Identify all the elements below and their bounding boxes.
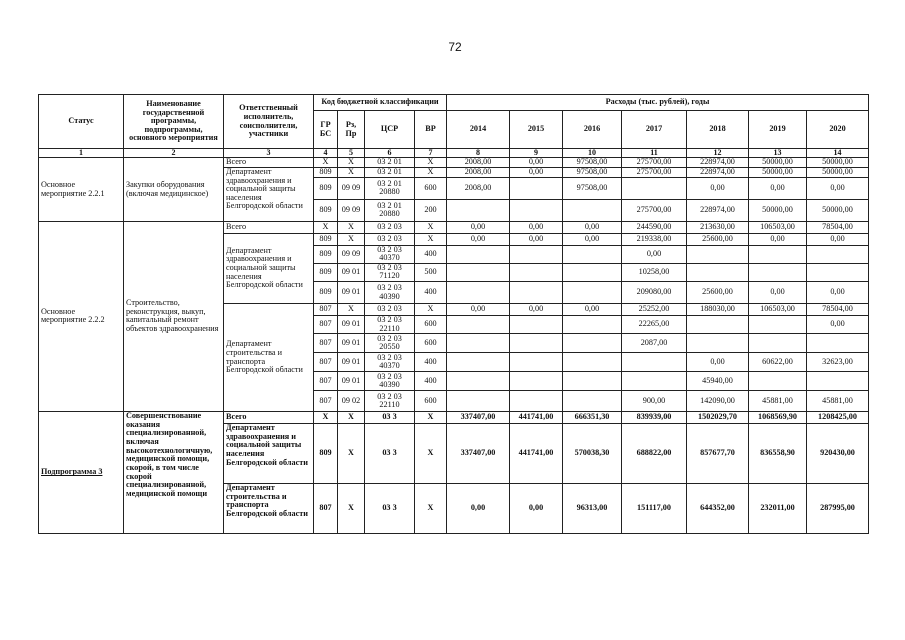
csr-cell: 03 2 01 20880 [365, 199, 415, 221]
rzpr-cell: 09 09 [338, 177, 365, 199]
rzpr-cell: Х [338, 221, 365, 233]
amount-cell [749, 263, 807, 281]
vr-cell: Х [415, 168, 447, 178]
amount-cell: 0,00 [510, 233, 563, 245]
amount-cell: 32623,00 [807, 353, 869, 372]
amount-cell: 25600,00 [687, 233, 749, 245]
index-cell: 12 [687, 149, 749, 158]
csr-cell: 03 2 01 [365, 158, 415, 168]
amount-cell [510, 391, 563, 412]
amount-cell: 50000,00 [807, 158, 869, 168]
amount-cell: 666351,30 [563, 412, 622, 424]
amount-cell: 337407,00 [447, 412, 510, 424]
amount-cell: 0,00 [510, 168, 563, 178]
amount-cell [510, 353, 563, 372]
amount-cell: 2008,00 [447, 177, 510, 199]
vr-cell: 400 [415, 353, 447, 372]
amount-cell: 1208425,00 [807, 412, 869, 424]
amount-cell: 97508,00 [563, 168, 622, 178]
amount-cell [447, 199, 510, 221]
amount-cell: 570038,30 [563, 424, 622, 484]
header-year: 2018 [687, 111, 749, 149]
amount-cell [563, 391, 622, 412]
csr-cell: 03 2 03 20550 [365, 334, 415, 353]
vr-cell: Х [415, 304, 447, 316]
vr-cell: Х [415, 158, 447, 168]
amount-cell [807, 334, 869, 353]
header-year: 2019 [749, 111, 807, 149]
vr-cell: 600 [415, 177, 447, 199]
amount-cell: 0,00 [510, 221, 563, 233]
vr-cell: 500 [415, 263, 447, 281]
table-row [39, 158, 869, 168]
amount-cell: 0,00 [447, 233, 510, 245]
amount-cell [447, 316, 510, 334]
csr-cell: 03 2 01 [365, 168, 415, 178]
amount-cell: 50000,00 [807, 199, 869, 221]
rzpr-cell: 09 01 [338, 334, 365, 353]
header-row [39, 95, 869, 111]
name-cell: Строительство, реконструкция, выкуп, капитальный ремонт объектов здравоохранения [124, 221, 224, 412]
amount-cell [510, 372, 563, 391]
amount-cell: 45881,00 [807, 391, 869, 412]
amount-cell: 275700,00 [622, 168, 687, 178]
grbs-cell: 807 [314, 372, 338, 391]
grbs-cell: 807 [314, 304, 338, 316]
name-cell: Закупки оборудования (включая медицинское) [124, 158, 224, 221]
amount-cell [687, 245, 749, 263]
grbs-cell: 809 [314, 177, 338, 199]
rzpr-cell: Х [338, 424, 365, 484]
csr-cell: 03 2 03 [365, 221, 415, 233]
amount-cell [749, 372, 807, 391]
grbs-cell: Х [314, 158, 338, 168]
amount-cell: 96313,00 [563, 484, 622, 534]
rzpr-cell: 09 01 [338, 263, 365, 281]
grbs-cell: 809 [314, 199, 338, 221]
index-cell: 14 [807, 149, 869, 158]
amount-cell: 2008,00 [447, 168, 510, 178]
amount-cell [807, 263, 869, 281]
amount-cell [563, 316, 622, 334]
amount-cell: 78504,00 [807, 221, 869, 233]
grbs-cell: 809 [314, 245, 338, 263]
index-cell: 1 [39, 149, 124, 158]
amount-cell: 50000,00 [749, 168, 807, 178]
vr-cell: Х [415, 221, 447, 233]
vr-cell: Х [415, 412, 447, 424]
header-expenses: Расходы (тыс. рублей), годы [447, 95, 869, 111]
vr-cell: Х [415, 484, 447, 534]
rzpr-cell: 09 01 [338, 282, 365, 304]
rzpr-cell: 09 01 [338, 372, 365, 391]
amount-cell: 688822,00 [622, 424, 687, 484]
amount-cell: 0,00 [807, 177, 869, 199]
header-status: Статус [39, 95, 124, 149]
grbs-cell: 807 [314, 334, 338, 353]
grbs-cell: 809 [314, 424, 338, 484]
amount-cell [447, 334, 510, 353]
executor-cell: Департамент здравоохранения и социальной защиты населения Белгородской области [224, 168, 314, 222]
amount-cell [510, 316, 563, 334]
csr-cell: 03 2 01 20880 [365, 177, 415, 199]
index-cell: 8 [447, 149, 510, 158]
executor-cell: Всего [224, 221, 314, 233]
amount-cell: 50000,00 [749, 199, 807, 221]
amount-cell: 0,00 [749, 177, 807, 199]
amount-cell: 441741,00 [510, 412, 563, 424]
amount-cell: 244590,00 [622, 221, 687, 233]
rzpr-cell: Х [338, 168, 365, 178]
amount-cell: 275700,00 [622, 158, 687, 168]
rzpr-cell: Х [338, 304, 365, 316]
index-cell: 11 [622, 149, 687, 158]
amount-cell: 0,00 [447, 304, 510, 316]
csr-cell: 03 2 03 [365, 233, 415, 245]
amount-cell: 10258,00 [622, 263, 687, 281]
amount-cell [563, 199, 622, 221]
grbs-cell: 809 [314, 233, 338, 245]
amount-cell [510, 334, 563, 353]
amount-cell: 2087,00 [622, 334, 687, 353]
amount-cell: 22265,00 [622, 316, 687, 334]
table-row [39, 221, 869, 233]
amount-cell [447, 372, 510, 391]
amount-cell: 142090,00 [687, 391, 749, 412]
vr-cell: 200 [415, 199, 447, 221]
amount-cell [510, 282, 563, 304]
amount-cell: 50000,00 [807, 168, 869, 178]
amount-cell [749, 334, 807, 353]
amount-cell [687, 316, 749, 334]
status-cell: Основное мероприятие 2.2.1 [39, 158, 124, 221]
subprogram-title: Подпрограмма 3 [41, 467, 103, 477]
header-year: 2017 [622, 111, 687, 149]
amount-cell: 0,00 [447, 221, 510, 233]
amount-cell: 106503,00 [749, 221, 807, 233]
amount-cell: 0,00 [807, 233, 869, 245]
amount-cell: 151117,00 [622, 484, 687, 534]
header-year: 2016 [563, 111, 622, 149]
csr-cell: 03 2 03 71120 [365, 263, 415, 281]
amount-cell: 25600,00 [687, 282, 749, 304]
amount-cell [749, 316, 807, 334]
amount-cell [622, 353, 687, 372]
amount-cell: 45881,00 [749, 391, 807, 412]
amount-cell: 213630,00 [687, 221, 749, 233]
amount-cell: 0,00 [687, 177, 749, 199]
rzpr-cell: 09 09 [338, 199, 365, 221]
amount-cell [510, 199, 563, 221]
amount-cell: 50000,00 [749, 158, 807, 168]
amount-cell: 0,00 [447, 484, 510, 534]
amount-cell: 25252,00 [622, 304, 687, 316]
amount-cell: 287995,00 [807, 484, 869, 534]
amount-cell: 920430,00 [807, 424, 869, 484]
amount-cell: 2008,00 [447, 158, 510, 168]
grbs-cell: 807 [314, 484, 338, 534]
executor-cell: Всего [224, 158, 314, 168]
index-cell: 9 [510, 149, 563, 158]
grbs-cell: Х [314, 221, 338, 233]
amount-cell: 275700,00 [622, 199, 687, 221]
amount-cell: 228974,00 [687, 199, 749, 221]
csr-cell: 03 2 03 40390 [365, 372, 415, 391]
amount-cell: 0,00 [510, 484, 563, 534]
rzpr-cell: Х [338, 233, 365, 245]
rzpr-cell: 09 02 [338, 391, 365, 412]
amount-cell: 0,00 [510, 158, 563, 168]
amount-cell [622, 177, 687, 199]
index-cell: 13 [749, 149, 807, 158]
amount-cell: 900,00 [622, 391, 687, 412]
amount-cell [687, 263, 749, 281]
page-number: 72 [448, 40, 462, 54]
index-row [39, 149, 869, 158]
amount-cell [563, 263, 622, 281]
amount-cell: 0,00 [807, 282, 869, 304]
amount-cell: 78504,00 [807, 304, 869, 316]
csr-cell: 03 3 [365, 424, 415, 484]
amount-cell [563, 353, 622, 372]
csr-cell: 03 2 03 40390 [365, 282, 415, 304]
header-rzpr: Рз, Пр [338, 111, 365, 149]
name-cell: Совершенствование оказания специализированной, включая высокотехнологичную, медицинской помощи, скорой, в том числе скорой специализированной, медицинской помощи [124, 412, 224, 534]
index-cell: 6 [365, 149, 415, 158]
amount-cell [447, 391, 510, 412]
amount-cell: 0,00 [687, 353, 749, 372]
vr-cell: 600 [415, 316, 447, 334]
budget-table [38, 94, 869, 534]
index-cell: 3 [224, 149, 314, 158]
table-row [39, 412, 869, 424]
status-cell: Основное мероприятие 2.2.2 [39, 221, 124, 412]
grbs-cell: Х [314, 412, 338, 424]
amount-cell: 0,00 [622, 245, 687, 263]
amount-cell: 0,00 [807, 316, 869, 334]
grbs-cell: 809 [314, 282, 338, 304]
amount-cell: 857677,70 [687, 424, 749, 484]
executor-cell: Департамент здравоохранения и социальной защиты населения Белгородской области [224, 424, 314, 484]
amount-cell [807, 245, 869, 263]
index-cell: 2 [124, 149, 224, 158]
grbs-cell: 809 [314, 168, 338, 178]
amount-cell [510, 177, 563, 199]
header-grbs: ГР БС [314, 111, 338, 149]
amount-cell [622, 372, 687, 391]
vr-cell: Х [415, 424, 447, 484]
vr-cell: 600 [415, 391, 447, 412]
vr-cell: 400 [415, 282, 447, 304]
amount-cell: 1502029,70 [687, 412, 749, 424]
vr-cell: 400 [415, 245, 447, 263]
amount-cell: 60622,00 [749, 353, 807, 372]
amount-cell [447, 282, 510, 304]
amount-cell: 1068569,90 [749, 412, 807, 424]
rzpr-cell: Х [338, 484, 365, 534]
index-cell: 4 [314, 149, 338, 158]
csr-cell: 03 3 [365, 484, 415, 534]
amount-cell [807, 372, 869, 391]
executor-cell: Всего [224, 412, 314, 424]
index-cell: 5 [338, 149, 365, 158]
header-year: 2020 [807, 111, 869, 149]
amount-cell: 209080,00 [622, 282, 687, 304]
executor-cell: Департамент строительства и транспорта Белгородской области [224, 304, 314, 412]
grbs-cell: 809 [314, 263, 338, 281]
amount-cell: 0,00 [563, 221, 622, 233]
csr-cell: 03 2 03 40370 [365, 353, 415, 372]
amount-cell [510, 263, 563, 281]
rzpr-cell: 09 09 [338, 245, 365, 263]
amount-cell [447, 263, 510, 281]
amount-cell: 228974,00 [687, 158, 749, 168]
grbs-cell: 807 [314, 391, 338, 412]
executor-cell: Департамент строительства и транспорта Белгородской области [224, 484, 314, 534]
csr-cell: 03 2 03 40370 [365, 245, 415, 263]
rzpr-cell: 09 01 [338, 353, 365, 372]
amount-cell [687, 334, 749, 353]
csr-cell: 03 2 03 [365, 304, 415, 316]
amount-cell: 836558,90 [749, 424, 807, 484]
amount-cell: 0,00 [510, 304, 563, 316]
amount-cell [563, 372, 622, 391]
index-cell: 7 [415, 149, 447, 158]
amount-cell: 839939,00 [622, 412, 687, 424]
amount-cell: 337407,00 [447, 424, 510, 484]
vr-cell: 600 [415, 334, 447, 353]
amount-cell [447, 245, 510, 263]
amount-cell: 0,00 [749, 233, 807, 245]
amount-cell [749, 245, 807, 263]
amount-cell: 97508,00 [563, 177, 622, 199]
amount-cell: 97508,00 [563, 158, 622, 168]
header-csr: ЦСР [365, 111, 415, 149]
amount-cell [563, 282, 622, 304]
rzpr-cell: Х [338, 158, 365, 168]
rzpr-cell: Х [338, 412, 365, 424]
index-cell: 10 [563, 149, 622, 158]
amount-cell [563, 334, 622, 353]
csr-cell: 03 2 03 22110 [365, 391, 415, 412]
rzpr-cell: 09 01 [338, 316, 365, 334]
header-vr: ВР [415, 111, 447, 149]
amount-cell: 0,00 [749, 282, 807, 304]
amount-cell [447, 353, 510, 372]
amount-cell: 232011,00 [749, 484, 807, 534]
header-executor: Ответственный исполнитель, соисполнители, участники [224, 95, 314, 149]
header-year: 2014 [447, 111, 510, 149]
amount-cell: 106503,00 [749, 304, 807, 316]
amount-cell: 188030,00 [687, 304, 749, 316]
grbs-cell: 807 [314, 353, 338, 372]
header-budget-code: Код бюджетной классификации [314, 95, 447, 111]
amount-cell: 219338,00 [622, 233, 687, 245]
vr-cell: 400 [415, 372, 447, 391]
csr-cell: 03 2 03 22110 [365, 316, 415, 334]
amount-cell: 441741,00 [510, 424, 563, 484]
amount-cell: 0,00 [563, 304, 622, 316]
status-cell [39, 412, 124, 534]
header-year: 2015 [510, 111, 563, 149]
header-name: Наименование государственной программы, подпрограммы, основного мероприятия [124, 95, 224, 149]
vr-cell: Х [415, 233, 447, 245]
csr-cell: 03 3 [365, 412, 415, 424]
amount-cell: 644352,00 [687, 484, 749, 534]
executor-cell: Департамент здравоохранения и социальной защиты населения Белгородской области [224, 233, 314, 303]
amount-cell: 228974,00 [687, 168, 749, 178]
amount-cell: 0,00 [563, 233, 622, 245]
amount-cell [510, 245, 563, 263]
amount-cell: 45940,00 [687, 372, 749, 391]
grbs-cell: 807 [314, 316, 338, 334]
amount-cell [563, 245, 622, 263]
